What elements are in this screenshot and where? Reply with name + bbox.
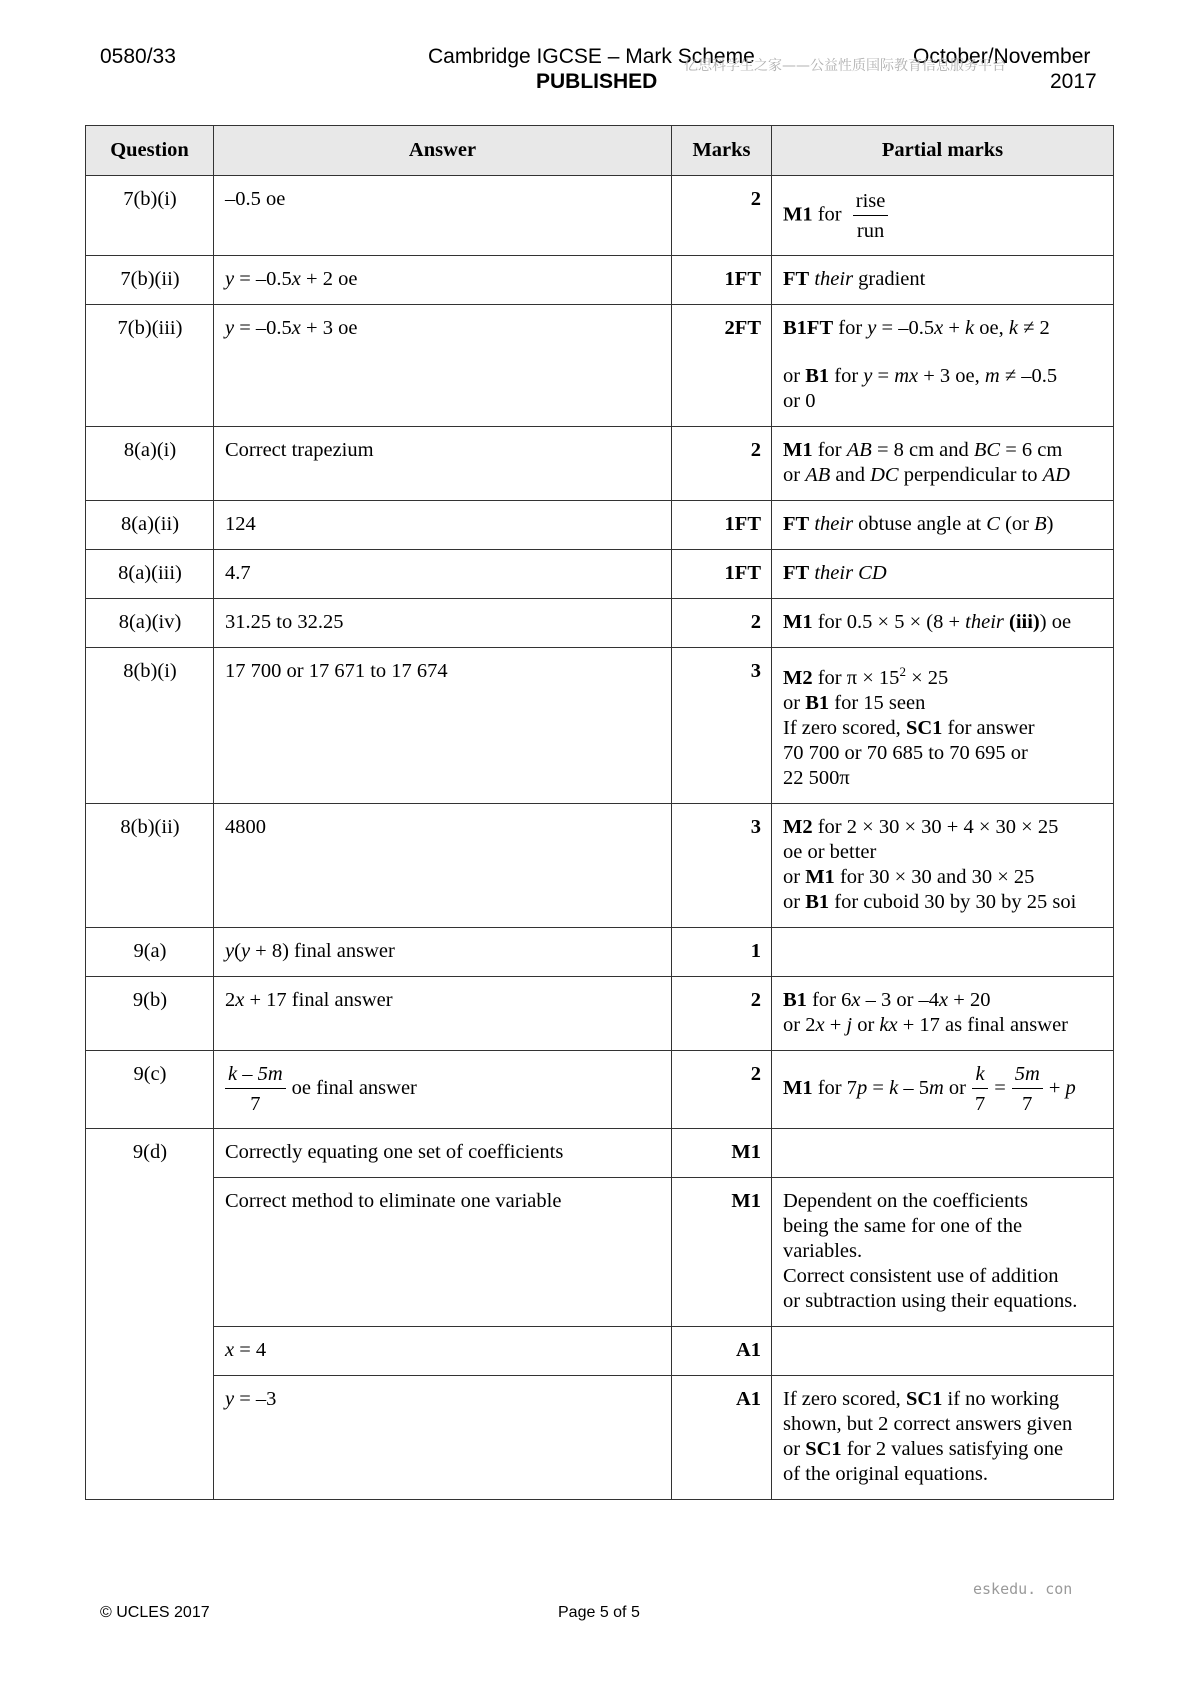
fraction-denominator: run [856, 220, 885, 242]
partial-marks-cell [772, 599, 1114, 648]
table-row [86, 550, 1114, 599]
text: for 6 [806, 988, 852, 1011]
mark-code: B1 [783, 988, 807, 1011]
var: x [815, 1013, 825, 1036]
var: y [867, 317, 877, 339]
partial-marks-cell [772, 1177, 1114, 1326]
fraction-numerator: k [972, 1062, 988, 1089]
text: = –0.5 [234, 317, 292, 339]
text: and [830, 464, 871, 486]
answer-cell: 17 700 or 17 671 to 17 674 [214, 648, 672, 804]
table-row [86, 1128, 1114, 1177]
text: for 2 × 30 × 30 + 4 × 30 × 25 [812, 815, 1059, 838]
table-row [86, 927, 1114, 976]
text: (or [999, 513, 1035, 535]
text: for 7 [812, 1077, 858, 1100]
exam-session: October/November [913, 45, 1091, 68]
text: for 2 values satisfying one [841, 1437, 1064, 1460]
text: – 5 [898, 1077, 929, 1100]
column-header-marks: Marks [672, 126, 772, 176]
var: BC [973, 439, 1001, 461]
answer-cell [214, 1375, 672, 1499]
question-number: 7(b)(i) [86, 176, 214, 256]
table-header-row [86, 126, 1114, 176]
table-row [86, 1326, 1114, 1375]
text: oe, [974, 317, 1009, 339]
mark-code: FT [783, 562, 810, 584]
text: = 4 [234, 1338, 267, 1361]
var: B [1034, 513, 1047, 535]
text: or [783, 1437, 806, 1460]
answer-cell: 4800 [214, 803, 672, 927]
question-number: 8(b)(ii) [86, 803, 214, 927]
marks-cell: M1 [672, 1128, 772, 1177]
partial-marks-cell [772, 427, 1114, 501]
table-row [86, 599, 1114, 648]
mark-code: B1 [805, 890, 830, 913]
text: – 3 or –4 [860, 988, 940, 1011]
column-header-answer: Answer [214, 126, 672, 176]
text: for [817, 203, 842, 226]
marks-cell: 2 [672, 976, 772, 1050]
text: + 20 [948, 988, 991, 1011]
text: or [783, 365, 806, 387]
copyright: © UCLES 2017 [100, 1604, 210, 1621]
mark-code: B1FT [783, 317, 834, 339]
question-number: 7(b)(ii) [86, 256, 214, 305]
table-row [86, 305, 1114, 427]
text: = [867, 1077, 890, 1100]
var: k [1008, 317, 1018, 339]
text: or subtraction using their equations. [783, 1289, 1078, 1312]
text: shown, but 2 correct answers given [783, 1412, 1073, 1435]
text: = –0.5 [234, 268, 292, 290]
partial-marks-cell [772, 1375, 1114, 1499]
marks-cell: 1FT [672, 501, 772, 550]
answer-cell [214, 1050, 672, 1128]
document-title: Cambridge IGCSE – Mark Scheme [428, 45, 755, 68]
text: + [1048, 1077, 1066, 1100]
partial-marks-cell [772, 305, 1114, 427]
mark-code: M1 [783, 439, 813, 461]
partial-marks-cell [772, 648, 1114, 804]
text: = [994, 1077, 1006, 1100]
mark-code: SC1 [905, 1387, 943, 1410]
var: x [291, 268, 301, 290]
text: or [783, 464, 806, 486]
var: y [225, 317, 235, 339]
text: = 8 cm and [871, 439, 974, 461]
var: y [225, 268, 235, 290]
text: + [824, 1013, 847, 1036]
marks-cell: 2 [672, 1050, 772, 1128]
mark-code: M1 [783, 611, 813, 633]
partial-marks-cell [772, 927, 1114, 976]
question-number: 9(b) [86, 976, 214, 1050]
text-italic: their [814, 268, 854, 290]
question-number: 8(a)(i) [86, 427, 214, 501]
column-header-question: Question [86, 126, 214, 176]
marks-cell: A1 [672, 1326, 772, 1375]
var: p [857, 1077, 868, 1100]
mark-code: M1 [783, 203, 813, 226]
var: y [863, 365, 873, 387]
text: being the same for one of the [783, 1214, 1023, 1237]
text: for answer [942, 716, 1035, 739]
partial-marks-cell [772, 501, 1114, 550]
var: j [846, 1013, 853, 1036]
text: ≠ 2 [1017, 317, 1050, 339]
partial-marks-cell [772, 803, 1114, 927]
mark-code: M1 [805, 865, 835, 888]
syllabus-code: 0580/33 [100, 45, 176, 68]
text: for π × 15 [812, 666, 900, 689]
text: = [872, 365, 895, 387]
fraction [1012, 1062, 1043, 1116]
text: ( [234, 939, 241, 962]
text: + 17 final answer [244, 988, 393, 1011]
text: If zero scored, [783, 716, 906, 739]
fraction-numerator: rise [853, 189, 889, 216]
answer-cell: 4.7 [214, 550, 672, 599]
var: mx [894, 365, 919, 387]
marks-cell: 2 [672, 176, 772, 256]
question-number: 9(a) [86, 927, 214, 976]
var: p [1065, 1077, 1076, 1100]
text: = –3 [234, 1387, 277, 1410]
mark-code: FT [783, 513, 810, 535]
text: or [783, 890, 806, 913]
partial-marks-cell [772, 550, 1114, 599]
partial-marks-cell [772, 1128, 1114, 1177]
mark-scheme-table [85, 125, 1114, 1500]
text: + 3 oe, [918, 365, 985, 387]
text: × 25 [905, 666, 949, 689]
answer-cell [214, 927, 672, 976]
var: C [986, 513, 1000, 535]
text-italic: their [814, 513, 854, 535]
marks-cell: 2 [672, 427, 772, 501]
text: ) oe [1039, 611, 1072, 633]
var: y [240, 939, 251, 962]
var: AB [805, 464, 831, 486]
text: or [783, 691, 806, 714]
question-number: 9(c) [86, 1050, 214, 1128]
marks-cell: 1FT [672, 256, 772, 305]
answer-cell: Correct trapezium [214, 427, 672, 501]
marks-cell: 3 [672, 803, 772, 927]
text: for [829, 365, 864, 387]
var: x [235, 988, 245, 1011]
text: gradient [853, 268, 926, 290]
question-number: 9(d) [86, 1128, 214, 1499]
mark-code: M2 [783, 815, 813, 838]
text: or 2 [783, 1013, 816, 1036]
text: 2 [225, 988, 236, 1011]
question-number: 8(a)(iii) [86, 550, 214, 599]
text: for 0.5 × 5 × (8 + [812, 611, 966, 633]
mark-code: B1 [805, 365, 830, 387]
fraction-numerator: k – 5m [225, 1062, 286, 1089]
footer-watermark: eskedu. con [973, 1580, 1073, 1598]
var: AB [846, 439, 872, 461]
text: 70 700 or 70 685 to 70 695 or [783, 741, 1028, 764]
text: obtuse angle at [853, 513, 987, 535]
text: ) [1046, 513, 1054, 535]
fraction-denominator: 7 [974, 1092, 986, 1115]
text: of the original equations. [783, 1462, 988, 1485]
var: m [984, 365, 1000, 387]
var: x [851, 988, 861, 1011]
text: or [783, 865, 806, 888]
text: for 15 seen [829, 691, 926, 714]
text: = 6 cm [1000, 439, 1063, 461]
text: + 17 as final answer [897, 1013, 1068, 1036]
mark-code: SC1 [905, 716, 943, 739]
mark-code: M1 [783, 1077, 813, 1100]
question-number: 8(a)(ii) [86, 501, 214, 550]
answer-cell: –0.5 oe [214, 176, 672, 256]
partial-marks-cell [772, 1050, 1114, 1128]
text: perpendicular to [898, 464, 1043, 486]
answer-cell [214, 256, 672, 305]
table-row [86, 427, 1114, 501]
text: If zero scored, [783, 1387, 906, 1410]
text: 22 500π [783, 766, 850, 789]
fraction [853, 189, 889, 243]
question-number: 8(b)(i) [86, 648, 214, 804]
text: for 30 × 30 and 30 × 25 [834, 865, 1035, 888]
text: oe final answer [291, 1077, 417, 1100]
partial-marks-cell [772, 976, 1114, 1050]
partial-marks-cell [772, 176, 1114, 256]
answer-cell [214, 1326, 672, 1375]
marks-cell: 1FT [672, 550, 772, 599]
answer-cell [214, 305, 672, 427]
answer-cell: Correct method to eliminate one variable [214, 1177, 672, 1326]
text: or 0 [783, 390, 816, 412]
question-number: 8(a)(iv) [86, 599, 214, 648]
table-row [86, 256, 1114, 305]
part-ref: (iii) [1009, 611, 1040, 633]
fraction [225, 1062, 286, 1116]
marks-cell: 2FT [672, 305, 772, 427]
table-row [86, 803, 1114, 927]
column-header-partial-marks: Partial marks [772, 126, 1114, 176]
text: Correct consistent use of addition [783, 1264, 1059, 1287]
text-italic: their [965, 611, 1004, 633]
text: if no working [942, 1387, 1060, 1410]
var: x [939, 988, 949, 1011]
mark-code: FT [783, 268, 810, 290]
table-row [86, 976, 1114, 1050]
table-row [86, 1177, 1114, 1326]
marks-cell: M1 [672, 1177, 772, 1326]
text-italic: their CD [814, 562, 887, 584]
var: m [928, 1077, 944, 1100]
fraction-denominator: 7 [1022, 1092, 1033, 1115]
fraction-denominator: 7 [250, 1092, 261, 1115]
text: or [852, 1013, 880, 1036]
text: Dependent on the coefficients [783, 1189, 1028, 1212]
page-number: Page 5 of 5 [558, 1604, 640, 1621]
text: ≠ –0.5 [999, 365, 1058, 387]
text: for [833, 317, 868, 339]
partial-marks-cell [772, 256, 1114, 305]
superscript: 2 [899, 664, 906, 679]
marks-cell: 1 [672, 927, 772, 976]
var: x [291, 317, 301, 339]
var: kx [879, 1013, 898, 1036]
mark-code: SC1 [805, 1437, 842, 1460]
partial-marks-cell [772, 1326, 1114, 1375]
header-watermark: 亿思科学生之家——公益性质国际教育信息服务平台 [684, 58, 1006, 74]
exam-year: 2017 [1050, 70, 1097, 93]
var: y [225, 1387, 235, 1410]
mark-code: B1 [805, 691, 830, 714]
var: x [934, 317, 944, 339]
published-label: PUBLISHED [536, 70, 658, 93]
text: variables. [783, 1239, 863, 1262]
text: + 3 oe [300, 317, 358, 339]
var: x [225, 1338, 235, 1361]
var: AD [1042, 464, 1070, 486]
text: oe or better [783, 840, 877, 863]
text: = –0.5 [876, 317, 935, 339]
answer-cell [214, 976, 672, 1050]
text: + 2 oe [300, 268, 358, 290]
answer-cell: Correctly equating one set of coefficients [214, 1128, 672, 1177]
table-row [86, 648, 1114, 804]
marks-cell: A1 [672, 1375, 772, 1499]
marks-cell: 3 [672, 648, 772, 804]
table-row [86, 176, 1114, 256]
text: + [943, 317, 965, 339]
table-row [86, 1375, 1114, 1499]
answer-cell: 31.25 to 32.25 [214, 599, 672, 648]
text: for cuboid 30 by 30 by 25 soi [829, 890, 1077, 913]
text: for [812, 439, 847, 461]
text: or [943, 1077, 966, 1100]
mark-code: M2 [783, 666, 813, 689]
marks-cell: 2 [672, 599, 772, 648]
fraction-numerator: 5m [1012, 1062, 1043, 1089]
var: DC [870, 464, 899, 486]
answer-cell: 124 [214, 501, 672, 550]
var: k [965, 317, 975, 339]
question-number: 7(b)(iii) [86, 305, 214, 427]
table-row [86, 1050, 1114, 1128]
table-row [86, 501, 1114, 550]
text: + 8) final answer [250, 939, 395, 962]
var: k [889, 1077, 899, 1100]
fraction [972, 1062, 988, 1116]
var: y [225, 939, 235, 962]
